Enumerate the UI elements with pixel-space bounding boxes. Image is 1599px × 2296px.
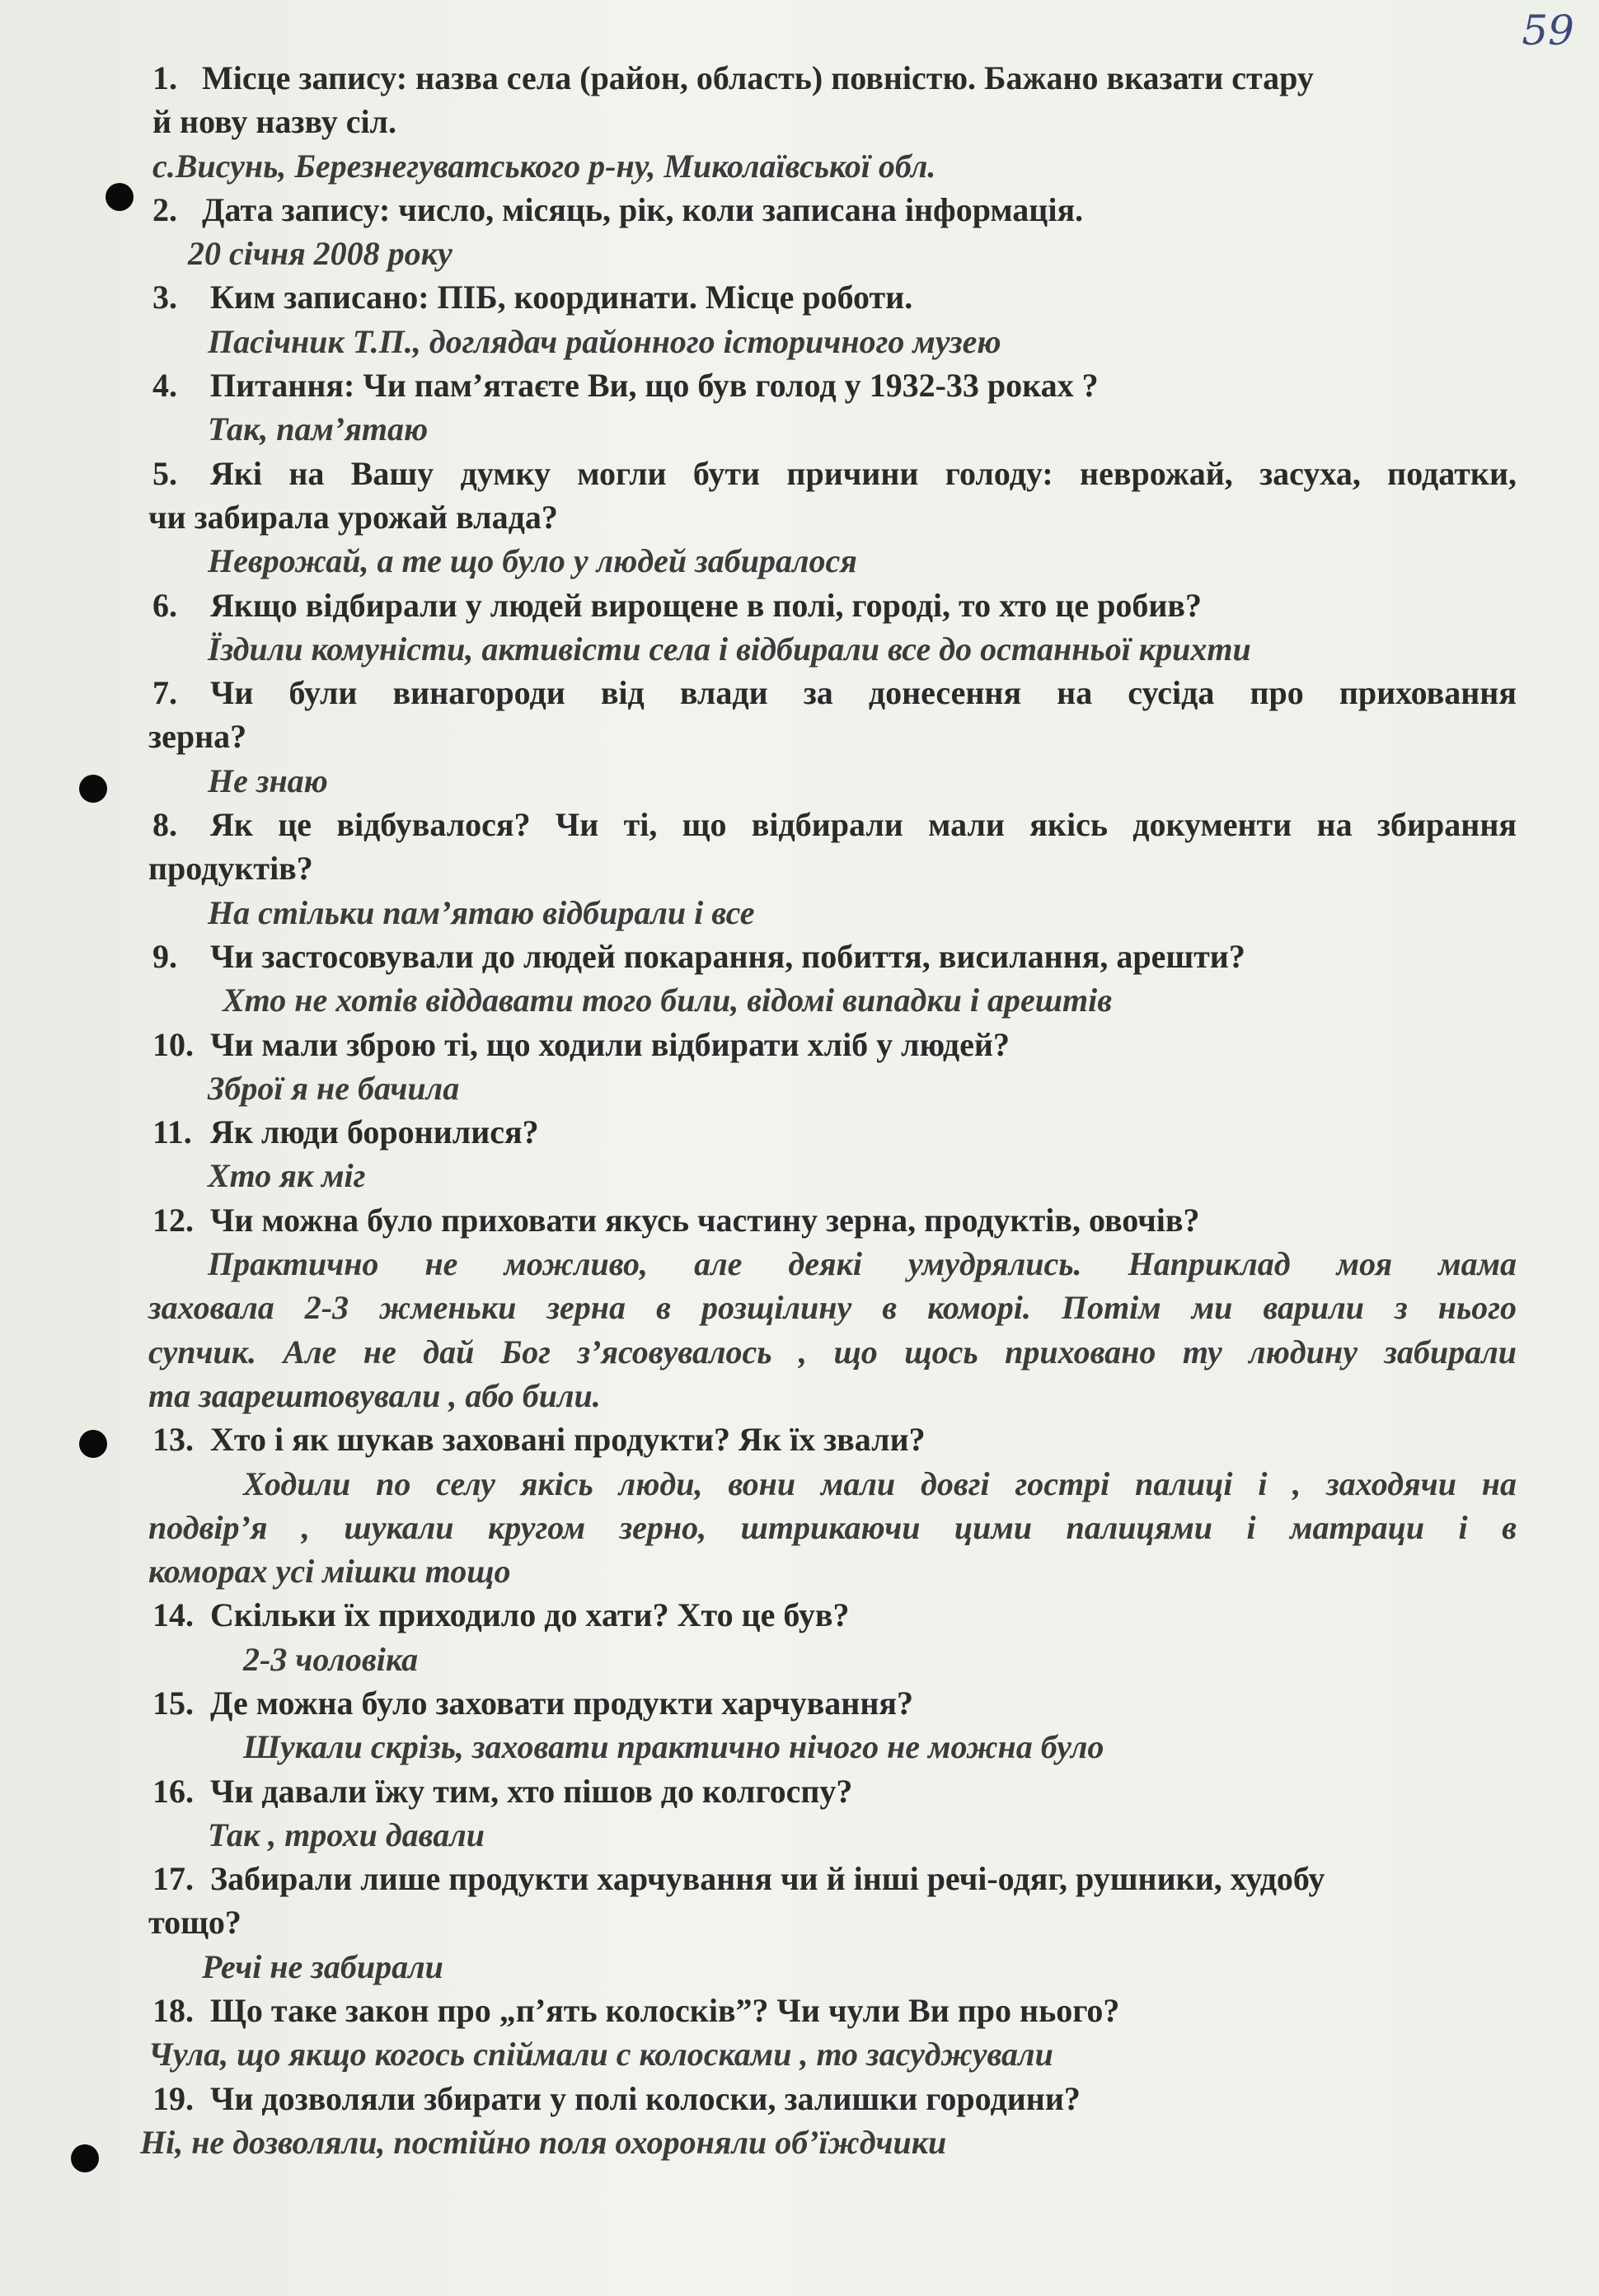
answer-text: Пасічник Т.П., доглядач районного історичного музею [208,322,1001,360]
question-line [148,100,1517,143]
question-text: Якщо відбирали у людей вирощене в полі, городі, то хто це робив? [210,586,1202,624]
answer-text: Речі не забирали [202,1947,443,1985]
question-text: Чи дозволяли збирати у полі колоски, залишки городини? [210,2079,1081,2117]
question-text: продуктів? [148,850,313,888]
page-number: 59 [1522,7,1574,54]
answer-line [148,2032,1517,2076]
answer-text: Не знаю [208,761,328,799]
question-line [148,363,1517,407]
question-line [148,671,1517,715]
answer-text: 20 січня 2008 року [188,235,453,273]
question-text: Чи застосовували до людей покарання, побиття, висилання, арешти? [210,937,1245,975]
answer-text: Ходили по селу якісь люди, вони мали довгі гострі палиці і , заходячи на [243,1464,1517,1502]
question-text: Ким записано: ПІБ, координати. Місце роботи. [210,279,913,316]
answer-line [148,1813,1517,1857]
question-number: 14. [152,1596,194,1634]
question-line [148,1198,1517,1242]
answer-text: На стільки пам’ятаю відбирали і все [208,893,755,931]
question-line [148,1023,1517,1066]
question-number: 7. [152,674,177,712]
question-line [148,803,1517,846]
question-line [148,846,1517,890]
answer-text: Так, пам’ятаю [208,410,429,448]
question-text: Місце запису: назва села (район, область) повністю. Бажано вказати стару [202,59,1314,96]
answer-line [148,144,1517,188]
question-number: 17. [152,1860,194,1898]
answer-line [148,891,1517,935]
question-number: 16. [152,1772,194,1810]
question-text: Дата запису: число, місяць, рік, коли записана інформація. [202,190,1084,228]
answer-text: с.Висунь, Березнегуватського р-ну, Миколаївської обл. [152,147,936,185]
punch-hole [79,775,107,803]
question-text: Чи мали зброю ті, що ходили відбирати хліб у людей? [210,1025,1010,1063]
question-text: чи забирала урожай влада? [148,498,558,536]
question-text: Забирали лише продукти харчування чи й інші речі-одяг, рушники, худобу [210,1860,1325,1898]
question-number: 1. [152,59,177,96]
question-text: Чи були винагороди від влади за донесення на сусіда про приховання [210,674,1517,712]
answer-line [148,320,1517,363]
answer-line [140,2120,1517,2164]
answer-line [148,1506,1517,1549]
question-line [148,583,1517,627]
answer-line [148,759,1517,803]
answer-line [148,1945,1517,1989]
question-line [148,2077,1517,2120]
answer-text: Хто не хотів віддавати того били, відомі випадки і арештів [223,982,1113,1019]
question-number: 6. [152,586,177,624]
answer-line [148,1374,1517,1417]
answer-line [148,407,1517,451]
answer-line [148,1638,1517,1681]
answer-text: коморах усі мішки тощо [148,1553,511,1591]
answer-line [148,1154,1517,1197]
question-number: 12. [152,1201,194,1239]
question-text: Чи давали їжу тим, хто пішов до колгоспу? [210,1772,853,1810]
question-number: 11. [152,1113,192,1151]
answer-text: Хто як міг [208,1157,366,1195]
question-line [148,188,1517,232]
punch-hole [106,183,134,211]
question-text: тощо? [148,1904,241,1942]
punch-hole [79,1430,107,1458]
question-text: Питання: Чи пам’ятаєте Ви, що був голод у 1932-33 роках ? [210,367,1099,405]
answer-line [148,539,1517,583]
question-line [148,56,1517,100]
question-number: 9. [152,937,177,975]
answer-text: 2-3 чоловіка [243,1640,419,1678]
answer-line [148,1725,1517,1769]
question-number: 5. [152,454,177,492]
answer-text: супчик. Але не дай Бог з’ясовувалось , що щось приховано ту людину забирали [148,1333,1517,1371]
question-line [148,1417,1517,1461]
question-line [148,1593,1517,1637]
question-text: Як це відбувалося? Чи ті, що відбирали мали якісь документи на збирання [210,806,1517,844]
question-text: Що таке закон про „п’ять колосків”? Чи чули Ви про нього? [210,1992,1120,2030]
question-number: 4. [152,367,177,405]
question-text: Скільки їх приходило до хати? Хто це був? [210,1596,850,1634]
question-line [148,1989,1517,2032]
answer-text: та заарештовували , або били. [148,1376,601,1414]
question-number: 18. [152,1992,194,2030]
question-text: зерна? [148,718,247,756]
answer-line [148,1330,1517,1374]
answer-line [148,1286,1517,1329]
answer-line [148,232,1517,275]
question-line [148,1681,1517,1725]
question-line [148,1857,1517,1900]
question-line [148,715,1517,758]
question-number: 8. [152,806,177,844]
questionnaire [140,56,1517,2164]
question-line [148,1900,1517,1944]
question-number: 2. [152,190,177,228]
answer-text: Чула, що якщо когось спіймали с колосками , то засуджували [148,2036,1053,2073]
answer-text: Зброї я не бачила [208,1069,460,1107]
answer-text: Ні, не дозволяли, постійно поля охороняли об’їждчики [140,2123,947,2161]
answer-text: подвір’я , шукали кругом зерно, штрикаючи цими палицями і матраци і в [148,1508,1517,1546]
question-text: Чи можна було приховати якусь частину зерна, продуктів, овочів? [210,1201,1200,1239]
answer-line [148,627,1517,671]
question-text: Як люди боронилися? [210,1113,539,1151]
answer-line [148,1462,1517,1506]
answer-text: Їздили комуністи, активісти села і відбирали все до останньої крихти [208,630,1251,668]
answer-line [148,1066,1517,1110]
question-line [148,935,1517,978]
question-line [148,275,1517,319]
answer-line [148,978,1517,1022]
answer-text: Неврожай, а те що було у людей забиралося [208,542,857,580]
answer-line [148,1549,1517,1593]
question-text: Які на Вашу думку могли бути причини голоду: неврожай, засуха, податки, [210,454,1517,492]
answer-text: заховала 2-3 жменьки зерна в розщілину в коморі. Потім ми варили з нього [148,1289,1517,1327]
question-text: Де можна було заховати продукти харчування? [210,1684,914,1722]
answer-line [148,1242,1517,1286]
question-line [148,495,1517,539]
answer-text: Практично не можливо, але деякі умудрялись. Наприклад моя мама [208,1245,1517,1283]
question-text: Хто і як шукав заховані продукти? Як їх звали? [210,1421,926,1459]
answer-text: Шукали скрізь, заховати практично нічого не можна було [243,1728,1104,1766]
question-text: й нову назву сіл. [152,103,396,141]
question-number: 19. [152,2079,194,2117]
question-number: 15. [152,1684,194,1722]
punch-hole [71,2144,99,2172]
question-line [148,452,1517,495]
question-number: 10. [152,1025,194,1063]
question-line [148,1769,1517,1813]
answer-text: Так , трохи давали [208,1816,485,1853]
question-line [148,1110,1517,1154]
question-number: 3. [152,279,177,316]
question-number: 13. [152,1421,194,1459]
